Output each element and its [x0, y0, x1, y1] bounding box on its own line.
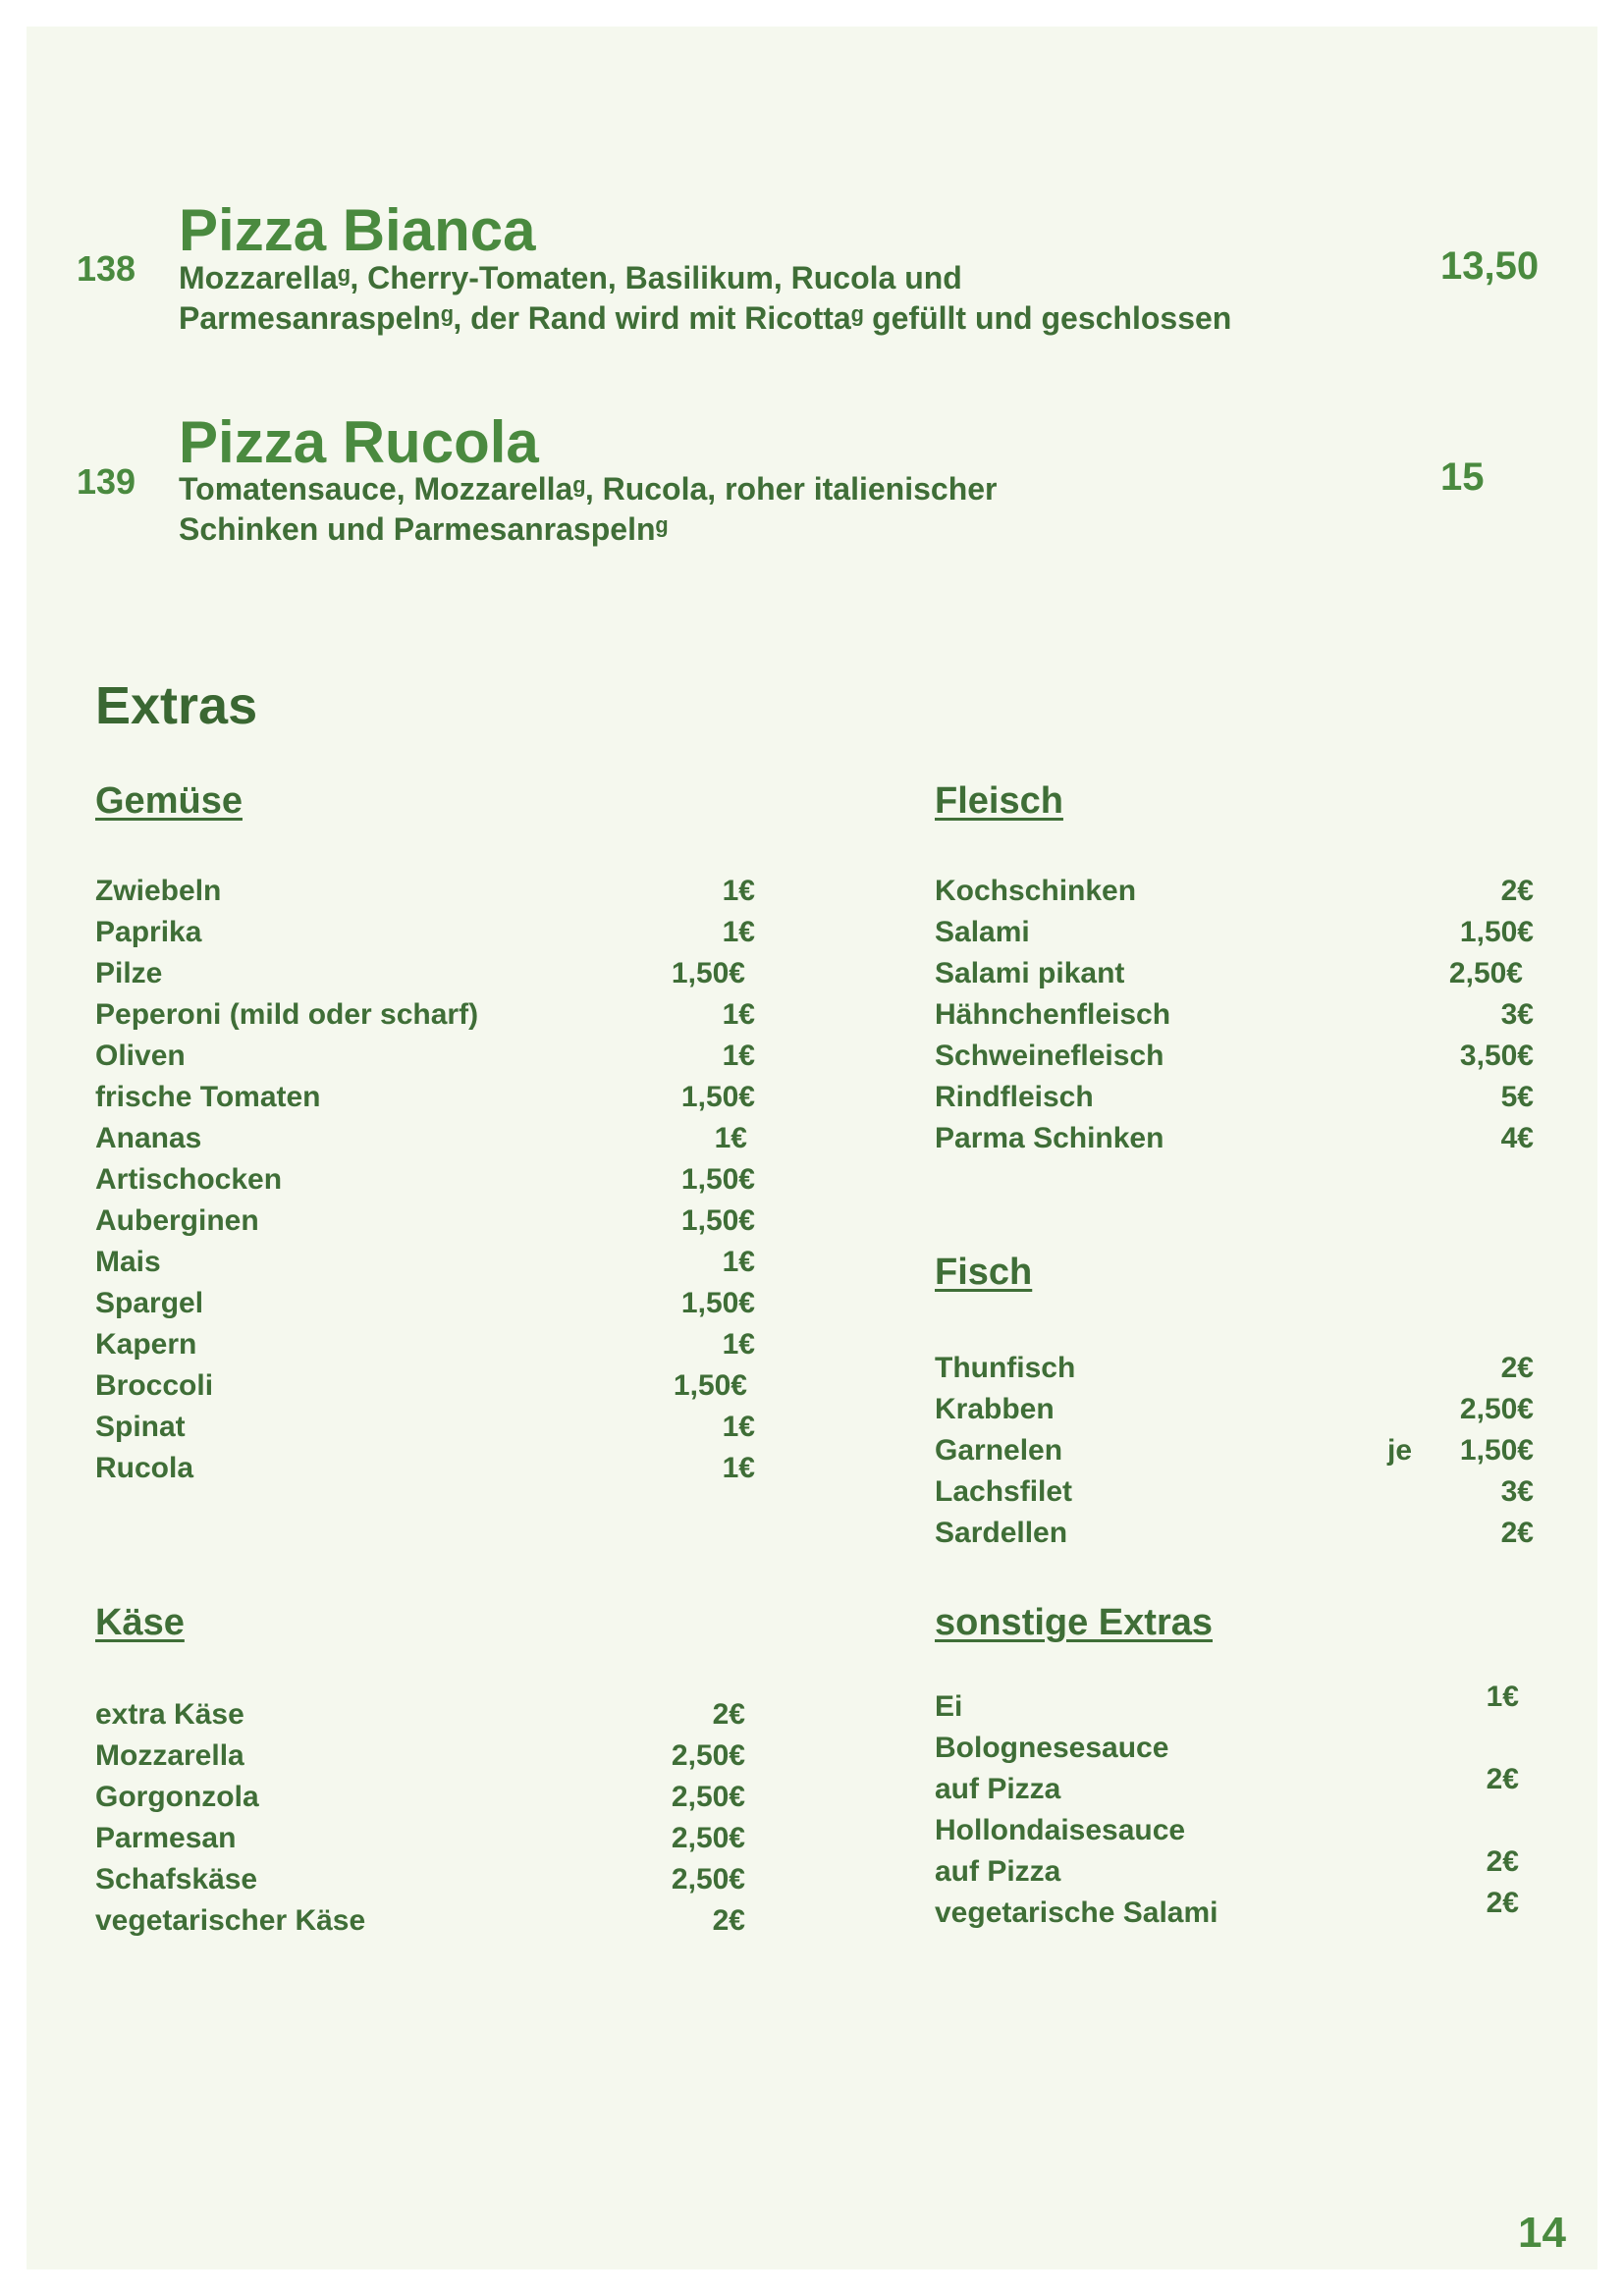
- item-price: 1,50€: [673, 1369, 747, 1402]
- section-heading-sonstige: sonstige Extras: [935, 1602, 1213, 1643]
- list-item: Krabben: [935, 1393, 1055, 1425]
- item-price: 2,50€: [1459, 1393, 1534, 1425]
- list-item: Schweinefleisch: [935, 1040, 1164, 1072]
- list-item: Pilze: [95, 957, 163, 989]
- pizza-number: 139: [77, 461, 136, 502]
- item-price: 1,50€: [680, 1204, 755, 1237]
- item-price: 1,50€: [680, 1287, 755, 1319]
- item-price: 1€: [722, 1040, 755, 1072]
- price-prefix: je: [1387, 1434, 1413, 1467]
- item-price: 2€: [1486, 1845, 1519, 1878]
- item-price: 1€: [722, 916, 755, 948]
- item-price: 1,50€: [680, 1081, 755, 1113]
- item-price: 1€: [722, 1411, 755, 1443]
- item-price: 1€: [722, 1328, 755, 1361]
- list-item: Artischocken: [95, 1163, 283, 1196]
- list-item: Ananas: [95, 1122, 202, 1154]
- list-item: Ei: [935, 1690, 963, 1723]
- item-price: 3,50€: [1459, 1040, 1534, 1072]
- item-price: 1€: [1486, 1681, 1519, 1713]
- list-item: vegetarischer Käse: [95, 1904, 366, 1937]
- item-price: 2€: [1486, 1763, 1519, 1795]
- list-item: Paprika: [95, 916, 202, 948]
- item-price: 1,50€: [680, 1163, 755, 1196]
- item-price: 4€: [1500, 1122, 1534, 1154]
- pizza-description-line: Mozzarellaᵍ, Cherry-Tomaten, Basilikum, Rucola und: [179, 260, 962, 295]
- pizza-number: 138: [77, 248, 136, 289]
- item-price: 2,50€: [671, 1822, 745, 1854]
- pizza-title: Pizza Bianca: [179, 197, 536, 263]
- item-price: 2€: [1500, 875, 1534, 907]
- item-price: 2€: [1500, 1517, 1534, 1549]
- list-item: Kochschinken: [935, 875, 1137, 907]
- list-item: vegetarische Salami: [935, 1896, 1218, 1929]
- item-price: 2€: [1500, 1352, 1534, 1384]
- list-item: Mais: [95, 1246, 161, 1278]
- pizza-description-line: Tomatensauce, Mozzarellaᵍ, Rucola, roher italienischer: [179, 471, 998, 507]
- list-item: Hollondaisesauce: [935, 1814, 1186, 1846]
- list-item: Gorgonzola: [95, 1781, 259, 1813]
- list-item: Garnelen: [935, 1434, 1063, 1467]
- list-item: Auberginen: [95, 1204, 259, 1237]
- list-item: Rindfleisch: [935, 1081, 1094, 1113]
- pizza-price: 13,50: [1440, 244, 1540, 288]
- list-item: Zwiebeln: [95, 875, 222, 907]
- pizza-description-line: Parmesanraspelnᵍ, der Rand wird mit Ricottaᵍ gefüllt und geschlossen: [179, 300, 1232, 336]
- section-heading-fisch: Fisch: [935, 1252, 1033, 1293]
- item-price: 1€: [722, 998, 755, 1031]
- list-item: Spargel: [95, 1287, 204, 1319]
- item-price: 5€: [1500, 1081, 1534, 1113]
- list-item: frische Tomaten: [95, 1081, 321, 1113]
- list-item: Salami: [935, 916, 1030, 948]
- list-item: Bolognesesauce: [935, 1732, 1169, 1764]
- list-item: Lachsfilet: [935, 1475, 1073, 1508]
- item-price: 1,50€: [1459, 916, 1534, 948]
- item-price: 2€: [712, 1904, 745, 1937]
- list-item: Sardellen: [935, 1517, 1068, 1549]
- list-item: Thunfisch: [935, 1352, 1076, 1384]
- pizza-description-line: Schinken und Parmesanraspelnᵍ: [179, 511, 668, 547]
- item-price: 2,50€: [671, 1781, 745, 1813]
- list-item-continuation: auf Pizza: [935, 1773, 1061, 1805]
- list-item: Peperoni (mild oder scharf): [95, 998, 479, 1031]
- item-price: 3€: [1500, 998, 1534, 1031]
- section-heading-gemuese: Gemüse: [95, 780, 243, 822]
- list-item: extra Käse: [95, 1698, 244, 1731]
- item-price: 1,50€: [1459, 1434, 1534, 1467]
- list-item: Parma Schinken: [935, 1122, 1164, 1154]
- section-heading-kaese: Käse: [95, 1602, 185, 1643]
- list-item: Salami pikant: [935, 957, 1125, 989]
- list-item: Rucola: [95, 1452, 194, 1484]
- list-item: Broccoli: [95, 1369, 214, 1402]
- item-price: 1€: [714, 1122, 747, 1154]
- list-item: Kapern: [95, 1328, 197, 1361]
- item-price: 2,50€: [1448, 957, 1523, 989]
- list-item: Mozzarella: [95, 1739, 244, 1772]
- list-item: Oliven: [95, 1040, 186, 1072]
- item-price: 1€: [722, 1246, 755, 1278]
- item-price: 3€: [1500, 1475, 1534, 1508]
- list-item: Parmesan: [95, 1822, 237, 1854]
- list-item: Hähnchenfleisch: [935, 998, 1171, 1031]
- extras-heading: Extras: [95, 676, 258, 735]
- item-price: 2€: [1486, 1887, 1519, 1919]
- list-item: Spinat: [95, 1411, 186, 1443]
- item-price: 2,50€: [671, 1863, 745, 1896]
- item-price: 1,50€: [671, 957, 745, 989]
- list-item-continuation: auf Pizza: [935, 1855, 1061, 1888]
- page-number: 14: [1518, 2209, 1566, 2257]
- item-price: 1€: [722, 1452, 755, 1484]
- pizza-price: 15: [1440, 455, 1485, 499]
- pizza-title: Pizza Rucola: [179, 409, 539, 475]
- section-heading-fleisch: Fleisch: [935, 780, 1063, 822]
- list-item: Schafskäse: [95, 1863, 258, 1896]
- item-price: 2€: [712, 1698, 745, 1731]
- item-price: 2,50€: [671, 1739, 745, 1772]
- item-price: 1€: [722, 875, 755, 907]
